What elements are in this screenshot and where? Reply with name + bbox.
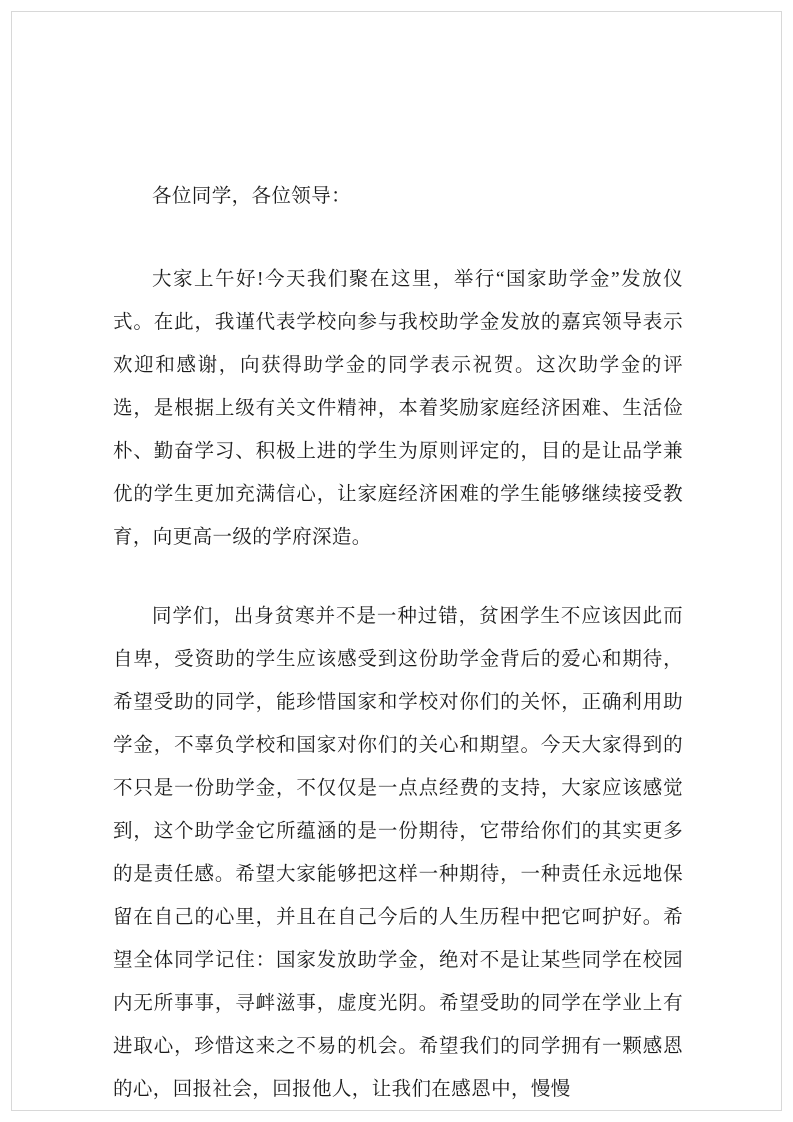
paragraph-body-2: 同学们，出身贫寒并不是一种过错，贫困学生不应该因此而自卑，受资助的学生应该感受到这份助学金背后的爱心和期待，希望受助的同学，能珍惜国家和学校对你们的关怀，正确利用助学金，不辜负学校和国家对你们的关心和期望。今天大家得到的不只是一份助学金，不仅仅是一点点经费的支持，大家应该感觉到，这个助学金它所蕴涵的是一份期待，它带给你们的其实更多的是责任感。希望大家能够把这样一种期待，一种责任永远地保留在自己的心里，并且在自己今后的人生历程中把它呵护好。希望全体同学记住：国家发放助学金，绝对不是让某些同学在校园内无所事事，寻衅滋事，虚度光阴。希望受助的同学在学业上有进取心，珍惜这来之不易的机会。希望我们的同学拥有一颗感恩的心，回报社会，回报他人，让我们在感恩中，慢慢 bbox=[113, 606, 683, 1100]
paragraph-salutation: 各位同学，各位领导： bbox=[152, 186, 352, 207]
paragraph-body-1: 大家上午好!今天我们聚在这里，举行“国家助学金”发放仪式。在此，我谨代表学校向参与我校助学金发放的嘉宾领导表示欢迎和感谢，向获得助学金的同学表示祝贺。这次助学金的评选，是根据上级有关文件精神，本着奖励家庭经济困难、生活俭朴、勤奋学习、积极上进的学生为原则评定的，目的是让品学兼优的学生更加充满信心，让家庭经济困难的学生能够继续接受教育，向更高一级的学府深造。 bbox=[113, 269, 683, 548]
document-body bbox=[113, 175, 683, 1111]
